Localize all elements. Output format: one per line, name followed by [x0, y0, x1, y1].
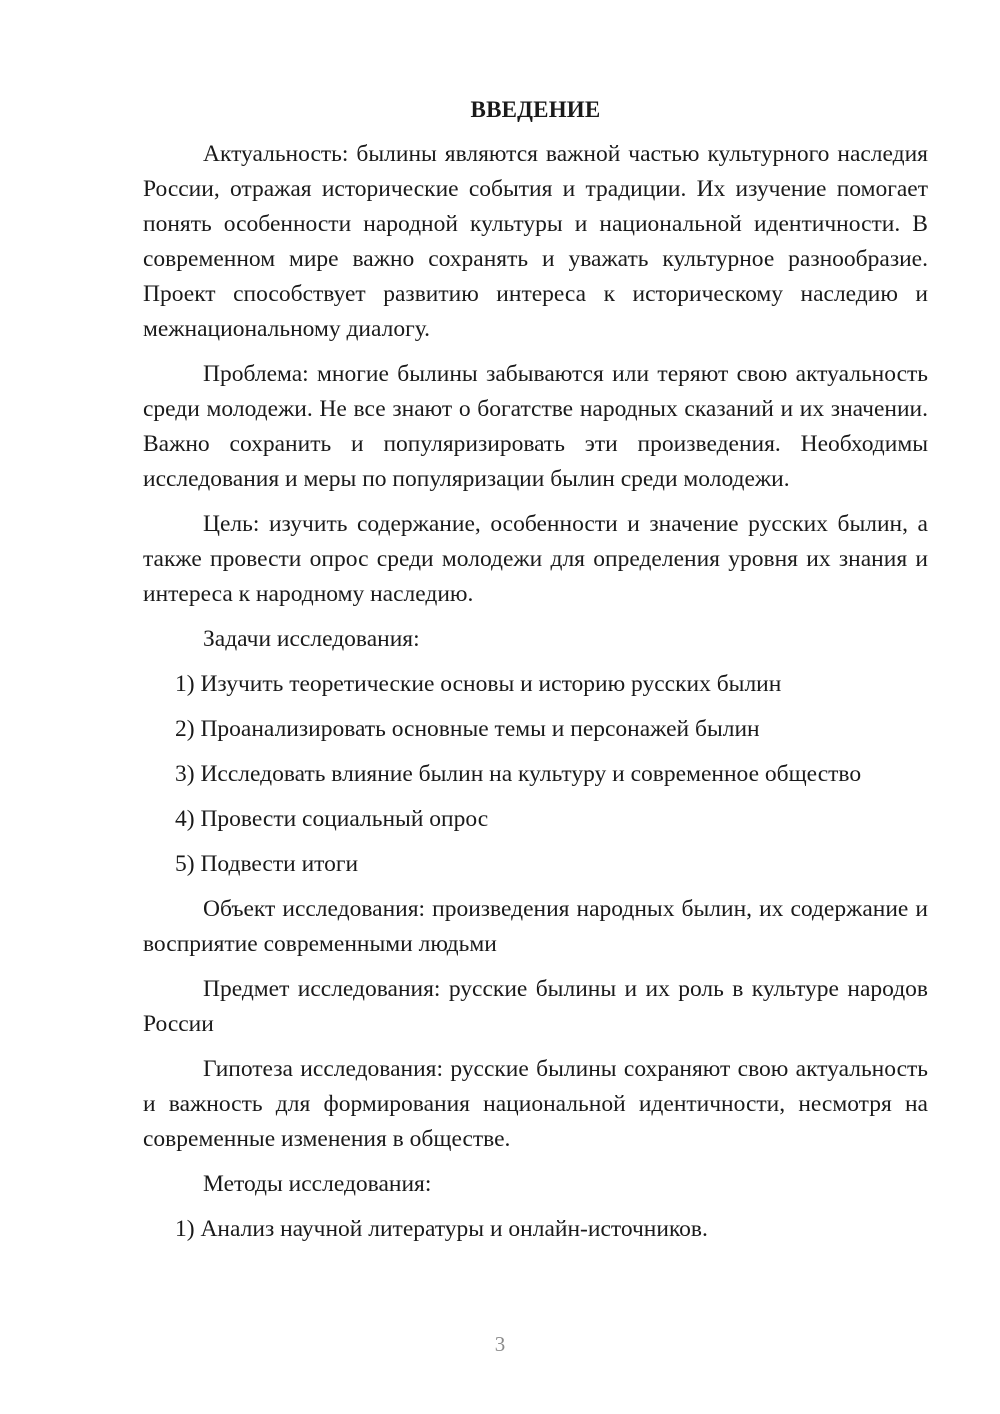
list-item: 4) Провести социальный опрос	[175, 806, 489, 832]
methods-heading: Методы исследования:	[203, 1171, 432, 1197]
subject-paragraph: Предмет исследования: русские былины и их роль в культуре народов России	[143, 976, 928, 1037]
page-number: 3	[494, 1332, 506, 1356]
page-title: ВВЕДЕНИЕ	[470, 97, 601, 122]
list-item: 2) Проанализировать основные темы и персонажей былин	[175, 716, 760, 742]
list-item: 1) Изучить теоретические основы и историю русских былин	[175, 671, 782, 697]
list-item: 3) Исследовать влияние былин на культуру и современное общество	[175, 761, 862, 787]
list-item: 1) Анализ научной литературы и онлайн-источников.	[175, 1216, 708, 1242]
methods-list	[143, 1212, 928, 1247]
page-content	[143, 92, 928, 1257]
tasks-heading: Задачи исследования:	[203, 626, 420, 652]
relevance-paragraph: Актуальность: былины являются важной частью культурного наследия России, отражая исторические события и традиции. Их изучение помогает понять особенности народной культуры и национальной идентичности. В современном мире важно сохранять и уважать культурное разнообразие. Проект способствует развитию интереса к историческому наследию и межнациональному диалогу.	[143, 141, 928, 342]
list-item: 5) Подвести итоги	[175, 851, 359, 877]
goal-paragraph: Цель: изучить содержание, особенности и значение русских былин, а также провести опрос среди молодежи для определения уровня их знания и интереса к народному наследию.	[143, 511, 928, 607]
object-paragraph: Объект исследования: произведения народных былин, их содержание и восприятие современными людьми	[143, 896, 928, 957]
problem-paragraph: Проблема: многие былины забываются или теряют свою актуальность среди молодежи. Не все знают о богатстве народных сказаний и их значении. Важно сохранить и популяризировать эти произведения. Необходимы исследования и меры по популяризации былин среди молодежи.	[143, 361, 928, 492]
tasks-list	[143, 667, 928, 882]
hypothesis-paragraph: Гипотеза исследования: русские былины сохраняют свою актуальность и важность для формирования национальной идентичности, несмотря на современные изменения в обществе.	[143, 1056, 928, 1152]
